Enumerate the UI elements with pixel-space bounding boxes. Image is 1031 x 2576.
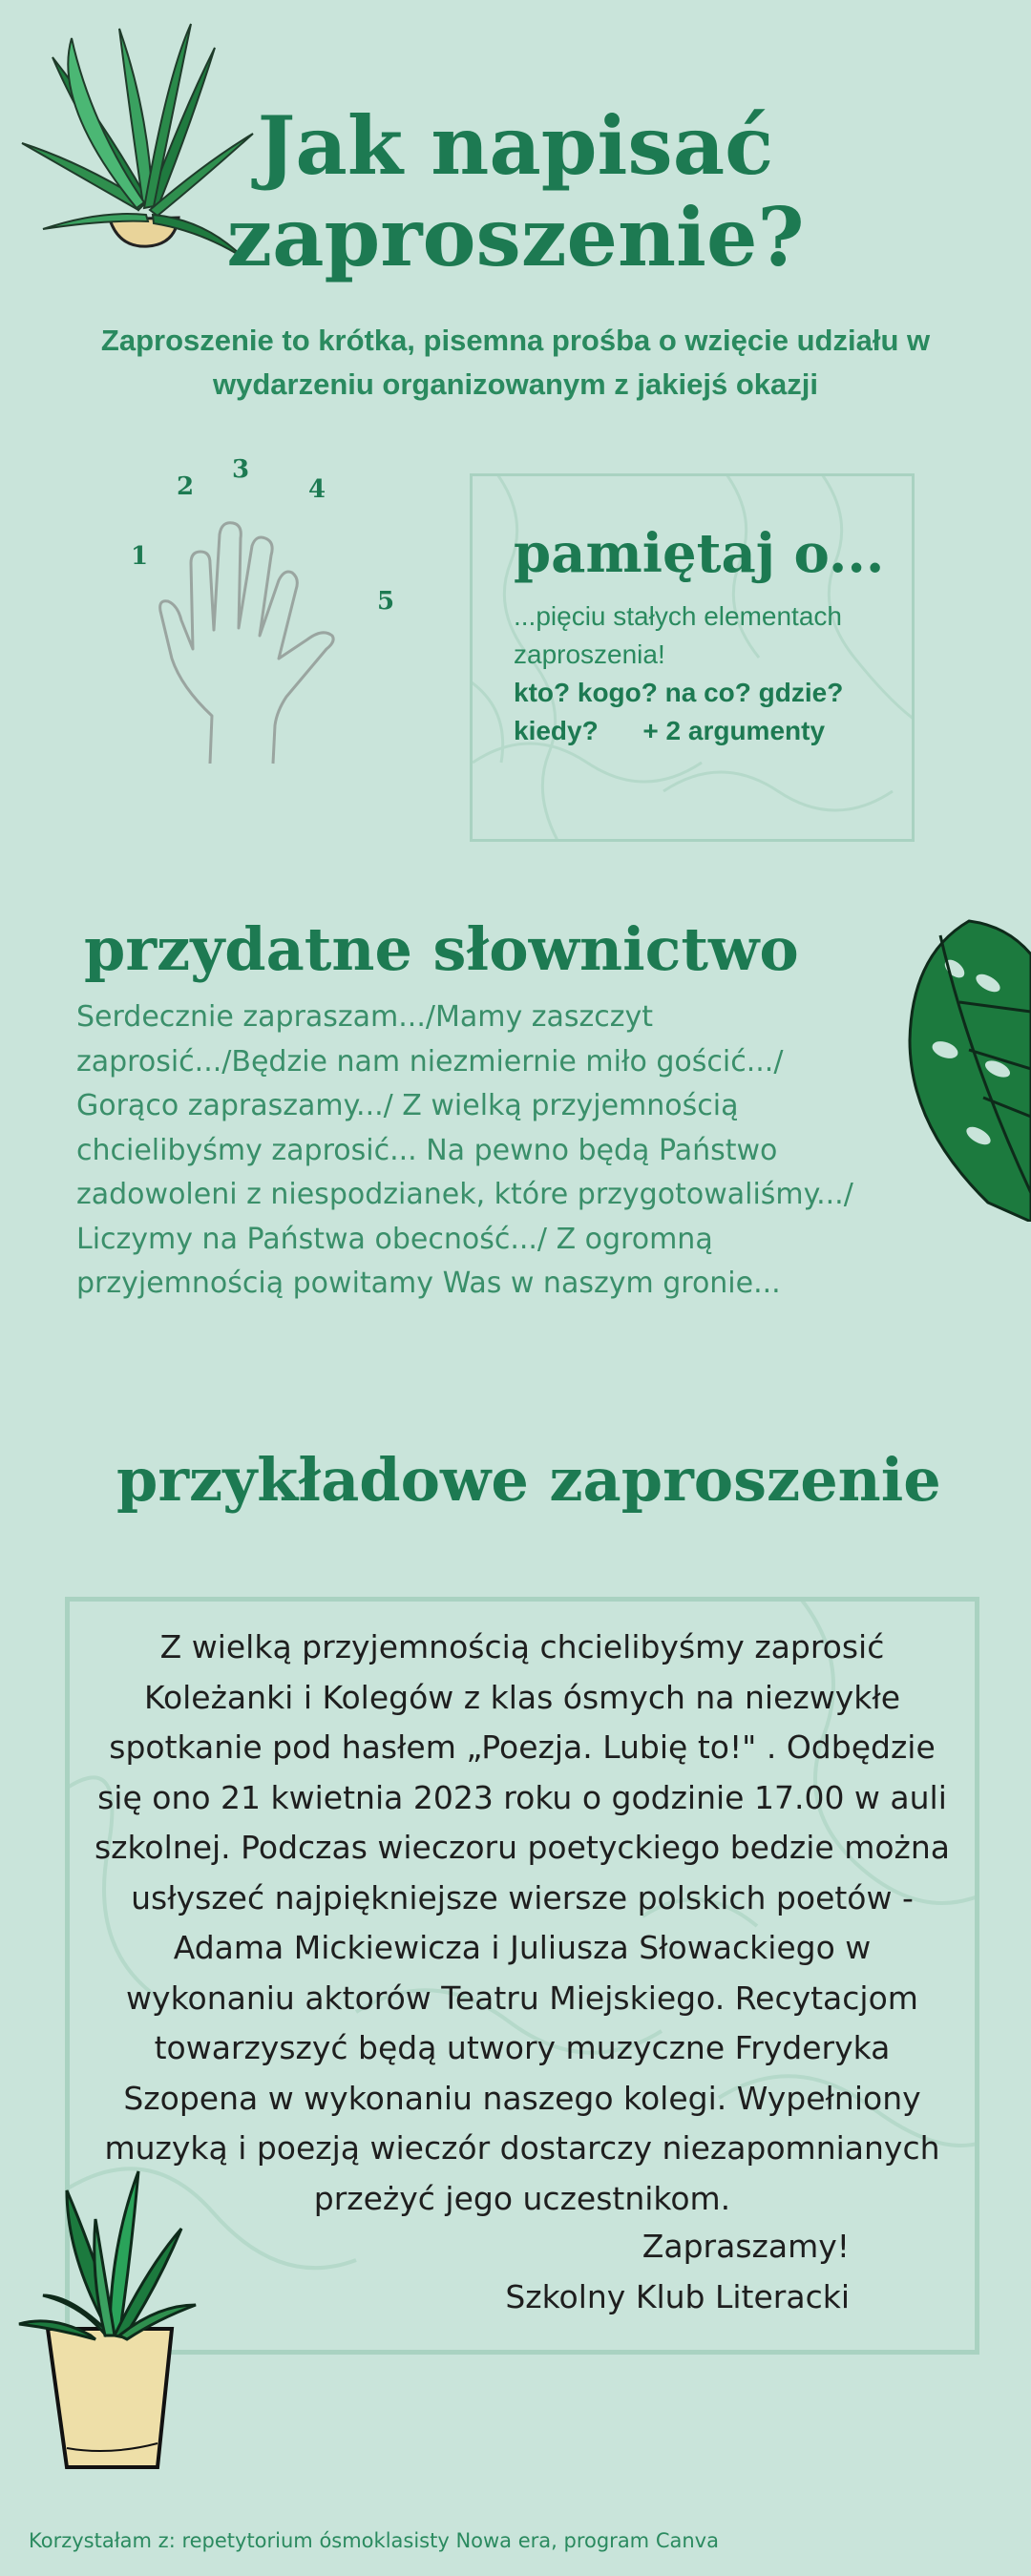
succulent-pot-icon bbox=[14, 2152, 205, 2477]
remember-line-2 bbox=[514, 674, 895, 750]
hand-illustration bbox=[119, 449, 406, 792]
finger-number-2: 2 bbox=[177, 472, 195, 501]
remember-text bbox=[514, 597, 895, 750]
remember-arguments: + 2 argumenty bbox=[642, 716, 826, 745]
monstera-leaf-icon bbox=[902, 916, 1031, 1222]
vocabulary-text: Serdecznie zapraszam.../Mamy zaszczyt zaprosić.../Będzie nam niezmiernie miło gościć.../ Gorąco zapraszamy.../ Z wielką przyjemnością chcielibyśmy zaprosić... Na pewno będą Państwo zadowoleni z niespodzianek, które przygotowaliśmy.../ Liczymy na Państwa obecność.../ Z ogromną przyjemnością powitamy Was w naszym gronie... bbox=[76, 1000, 853, 1300]
finger-number-5: 5 bbox=[377, 587, 395, 616]
invitation-signature: Szkolny Klub Literacki bbox=[505, 2277, 850, 2315]
intro-text: Zaproszenie to krótka, pisemna prośba o wzięcie udziału w wydarzeniu organizowanym z jakiejś okazji bbox=[100, 324, 931, 401]
remember-title: pamiętaj o... bbox=[514, 522, 885, 585]
invitation-closing: Zapraszamy! bbox=[642, 2228, 850, 2265]
invitation-signoff bbox=[477, 2222, 850, 2322]
finger-number-1: 1 bbox=[131, 542, 149, 571]
footer-credits: Korzystałam z: repetytorium ósmoklasisty Nowa era, program Canva bbox=[29, 2529, 719, 2552]
vocabulary-title: przydatne słownictwo bbox=[84, 914, 799, 984]
page-title: Jak napisać zaproszenie? bbox=[226, 98, 805, 284]
remember-questions: kto? kogo? na co? gdzie? kiedy? bbox=[514, 678, 844, 745]
hand-icon bbox=[153, 506, 344, 773]
remember-line-1: ...pięciu stałych elementach zaproszenia! bbox=[514, 601, 842, 669]
example-title: przykładowe zaproszenie bbox=[116, 1445, 941, 1515]
finger-number-3: 3 bbox=[232, 455, 250, 484]
invitation-body: Z wielką przyjemnością chcielibyśmy zaprosić Koleżanki i Kolegów z klas ósmych na niezwykłe spotkanie pod hasłem „Poezja. Lubię to!" . Odbędzie się ono 21 kwietnia 2023 roku o godzinie 17.00 w auli szkolnej. Podczas wieczoru poetyckiego bedzie można usłyszeć najpiękniejsze wiersze polskich poetów - Adama Mickiewicza i Juliusza Słowackiego w wykonaniu aktorów Teatru Miejskiego. Recytacjom towarzyszyć będą utwory muzyczne Fryderyka Szopena w wykonaniu naszego kolegi. Wypełniony muzyką i poezją wieczór dostarczy niezapomnianych przeżyć jego uczestnikom. bbox=[94, 1628, 951, 2217]
finger-number-4: 4 bbox=[308, 475, 326, 504]
